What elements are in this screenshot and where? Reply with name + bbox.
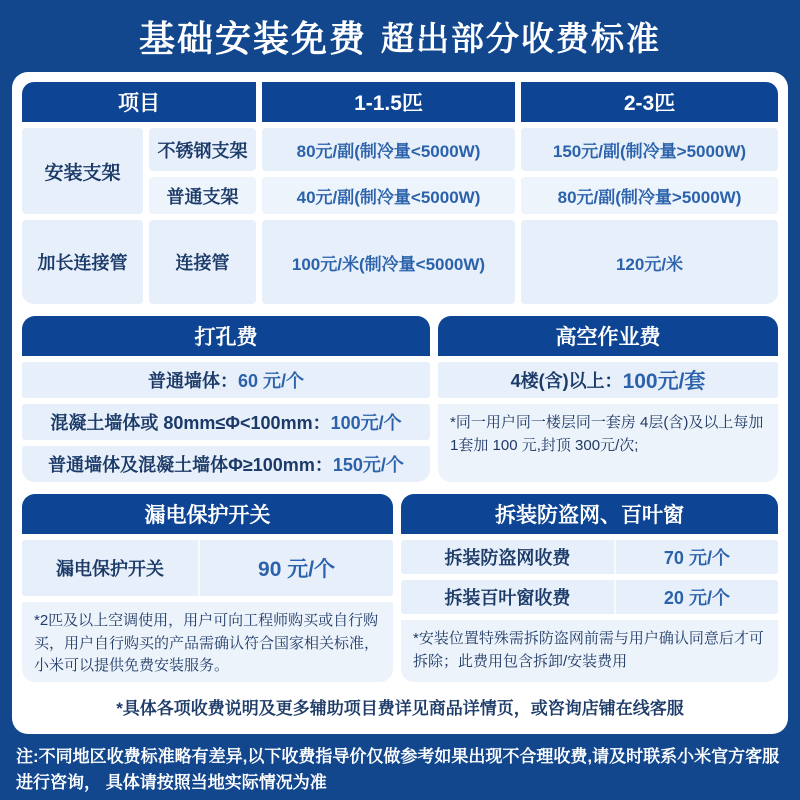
drilling-fee-section — [22, 316, 430, 482]
table-cell-price: 150元/副(制冷量>5000W) — [521, 128, 778, 171]
shutter-price: 20 元/个 — [663, 588, 730, 608]
breaker-row — [22, 540, 393, 596]
high-altitude-header: 高空作业费 — [438, 316, 778, 356]
table-cell-price: 80元/副(制冷量>5000W) — [521, 177, 778, 214]
pricing-card — [12, 72, 788, 734]
breaker-section — [22, 494, 393, 682]
guard-net-price: 70 元/个 — [663, 548, 730, 568]
high-altitude-price: 100元/套 — [622, 370, 706, 393]
breaker-header: 漏电保护开关 — [22, 494, 393, 534]
high-altitude-note: *同一用户同一楼层同一套房 4层(含)及以上每加1套加 100 元,封顶 300元/次; — [438, 404, 778, 482]
drilling-row-label: 混凝土墙体或 80mm≤Φ<100mm： — [50, 413, 331, 433]
table-group-pipe: 加长连接管 — [22, 220, 143, 304]
title-highlight: 基础安装免费 — [138, 17, 367, 59]
table-cell-sub: 不锈钢支架 — [149, 128, 256, 171]
guard-net-row — [401, 540, 778, 574]
section-row-2 — [22, 494, 778, 682]
drilling-row-price: 100元/个 — [330, 413, 402, 433]
drilling-row — [22, 446, 430, 482]
guard-net-row — [401, 580, 778, 614]
table-cell-sub: 普通支架 — [149, 177, 256, 214]
price-table — [22, 82, 778, 304]
table-header-small-hp: 1-1.5匹 — [262, 82, 515, 122]
section-row-1 — [22, 316, 778, 482]
guard-net-header: 拆装防盗网、百叶窗 — [401, 494, 778, 534]
page-title — [0, 0, 800, 72]
card-footer-note: *具体各项收费说明及更多辅助项目费详见商品详情页，或咨询店铺在线客服 — [116, 699, 684, 719]
table-cell-price: 80元/副(制冷量<5000W) — [262, 128, 515, 171]
drilling-row-label: 普通墙体及混凝土墙体Φ≥100mm： — [48, 455, 333, 475]
drilling-fee-header: 打孔费 — [22, 316, 430, 356]
drilling-row — [22, 404, 430, 440]
breaker-note: *2匹及以上空调使用，用户可向工程师购买或自行购买，用户自行购买的产品需确认符合国家相关标准，小米可以提供免费安装服务。 — [22, 602, 393, 682]
table-header-project: 项目 — [22, 82, 256, 122]
guard-net-section — [401, 494, 778, 682]
high-altitude-label: 4楼(含)以上： — [510, 371, 623, 391]
table-group-bracket: 安装支架 — [22, 128, 143, 214]
table-cell-price: 100元/米(制冷量<5000W) — [262, 220, 515, 304]
drilling-row — [22, 362, 430, 398]
drilling-row-price: 60 元/个 — [237, 371, 305, 391]
table-cell-price: 40元/副(制冷量<5000W) — [262, 177, 515, 214]
drilling-row-price: 150元/个 — [332, 455, 404, 475]
table-cell-price: 120元/米 — [521, 220, 778, 304]
high-altitude-section — [438, 316, 778, 482]
guard-net-note: *安装位置特殊需拆防盗网前需与用户确认同意后才可拆除；此费用包含拆卸/安装费用 — [401, 620, 778, 682]
table-cell-sub: 连接管 — [149, 220, 256, 304]
guard-net-label: 拆装防盗网收费 — [401, 540, 616, 574]
shutter-label: 拆装百叶窗收费 — [401, 580, 616, 614]
bottom-disclaimer: 注:不同地区收费标准略有差异,以下收费指导价仅做参考如果出现不合理收费,请及时联系小米官方客服进行咨询， 具体请按照当地实际情况为准 — [16, 747, 780, 793]
table-header-large-hp: 2-3匹 — [521, 82, 778, 122]
high-altitude-row — [438, 362, 778, 398]
breaker-price: 90 元/个 — [258, 558, 336, 581]
drilling-row-label: 普通墙体： — [147, 371, 238, 391]
breaker-label: 漏电保护开关 — [22, 540, 200, 596]
title-rest: 超出部分收费标准 — [381, 19, 661, 57]
